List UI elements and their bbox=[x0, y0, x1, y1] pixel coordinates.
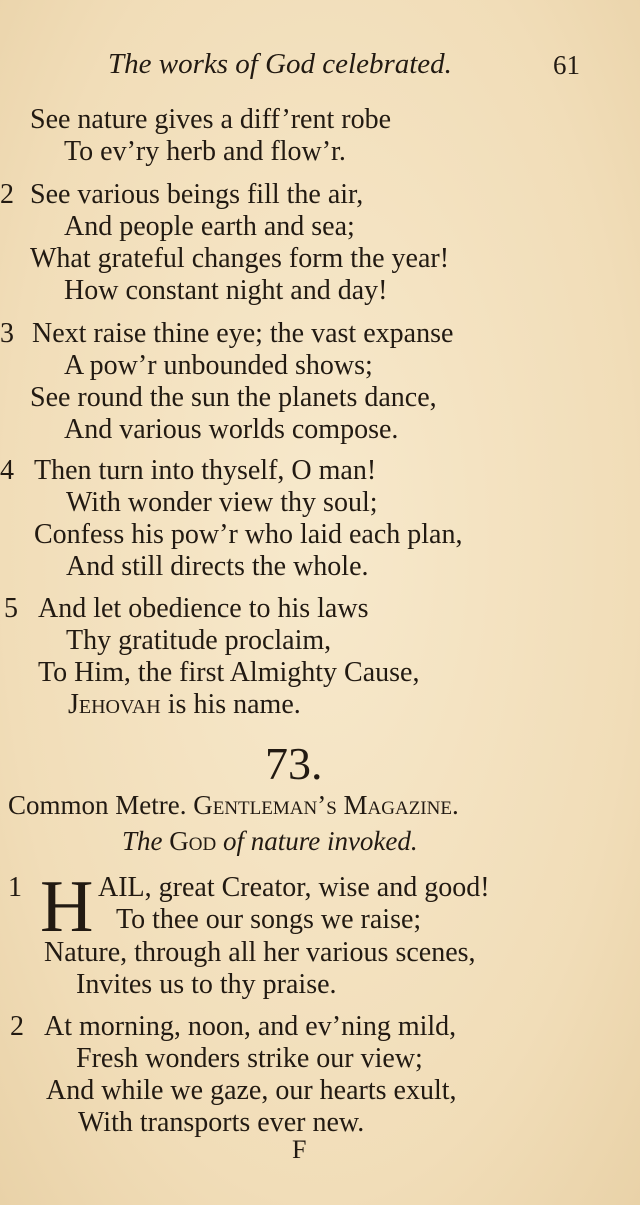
page-number: 61 bbox=[553, 50, 580, 80]
hymn-line: See various beings fill the air, bbox=[30, 179, 364, 210]
verse-number: 3 bbox=[0, 318, 14, 349]
hymn-line: Nature, through all her various scenes, bbox=[44, 937, 476, 968]
verse-number: 5 bbox=[4, 593, 18, 624]
hymn-source: Gentleman’s Magazine. bbox=[193, 790, 459, 820]
hymn-line: And various worlds compose. bbox=[64, 414, 399, 445]
hymn-line: To Him, the first Almighty Cause, bbox=[38, 657, 420, 688]
hymn-line: See nature gives a diff’rent robe bbox=[30, 104, 391, 135]
hymn-line: Fresh wonders strike our view; bbox=[76, 1043, 423, 1074]
hymn-line: And people earth and sea; bbox=[64, 211, 355, 242]
hymn-line: With wonder view thy soul; bbox=[66, 487, 378, 518]
line-text: is his name. bbox=[160, 689, 301, 720]
title-part: of nature invoked. bbox=[216, 826, 418, 856]
hymn-line: AIL, great Creator, wise and good! bbox=[98, 872, 490, 903]
hymn-line: See round the sun the planets dance, bbox=[30, 382, 437, 413]
hymn-line: And while we gaze, our hearts exult, bbox=[46, 1075, 457, 1106]
title-god: God bbox=[169, 826, 217, 856]
hymn-line: And still directs the whole. bbox=[66, 551, 369, 582]
hymn-line: Invites us to thy praise. bbox=[76, 969, 337, 1000]
title-part: The bbox=[122, 826, 170, 856]
hymn-line: Thy gratitude proclaim, bbox=[66, 625, 332, 656]
divine-name: Jehovah bbox=[68, 689, 161, 720]
hymn-line: Then turn into thyself, O man! bbox=[34, 455, 377, 486]
verse-number: 2 bbox=[10, 1011, 24, 1042]
hymn-line: With transports ever new. bbox=[78, 1107, 365, 1138]
hymn-line: And let obedience to his laws bbox=[38, 593, 369, 624]
hymn-line: To ev’ry herb and flow’r. bbox=[64, 136, 346, 167]
hymn-line-last bbox=[68, 689, 301, 721]
verse-number: 2 bbox=[0, 179, 14, 210]
running-header-title: The works of God celebrated. bbox=[108, 48, 452, 80]
hymn-title bbox=[122, 826, 418, 857]
hymn-number: 73. bbox=[265, 738, 323, 789]
hymn-metre-source bbox=[8, 790, 459, 821]
hymn-line: How constant night and day! bbox=[64, 275, 388, 306]
verse-number: 1 bbox=[8, 872, 22, 903]
drop-cap: H bbox=[40, 866, 94, 948]
verse-number: 4 bbox=[0, 455, 14, 486]
hymn-line: To thee our songs we raise; bbox=[116, 904, 422, 935]
hymn-line: A pow’r unbounded shows; bbox=[64, 350, 373, 381]
hymn-metre: Common Metre. bbox=[8, 790, 187, 820]
hymn-line: Next raise thine eye; the vast expanse bbox=[32, 318, 454, 349]
hymn-line: What grateful changes form the year! bbox=[30, 243, 450, 274]
hymn-line: Confess his pow’r who laid each plan, bbox=[34, 519, 463, 550]
hymn-line: At morning, noon, and ev’ning mild, bbox=[44, 1011, 457, 1042]
signature-mark: F bbox=[292, 1135, 307, 1164]
